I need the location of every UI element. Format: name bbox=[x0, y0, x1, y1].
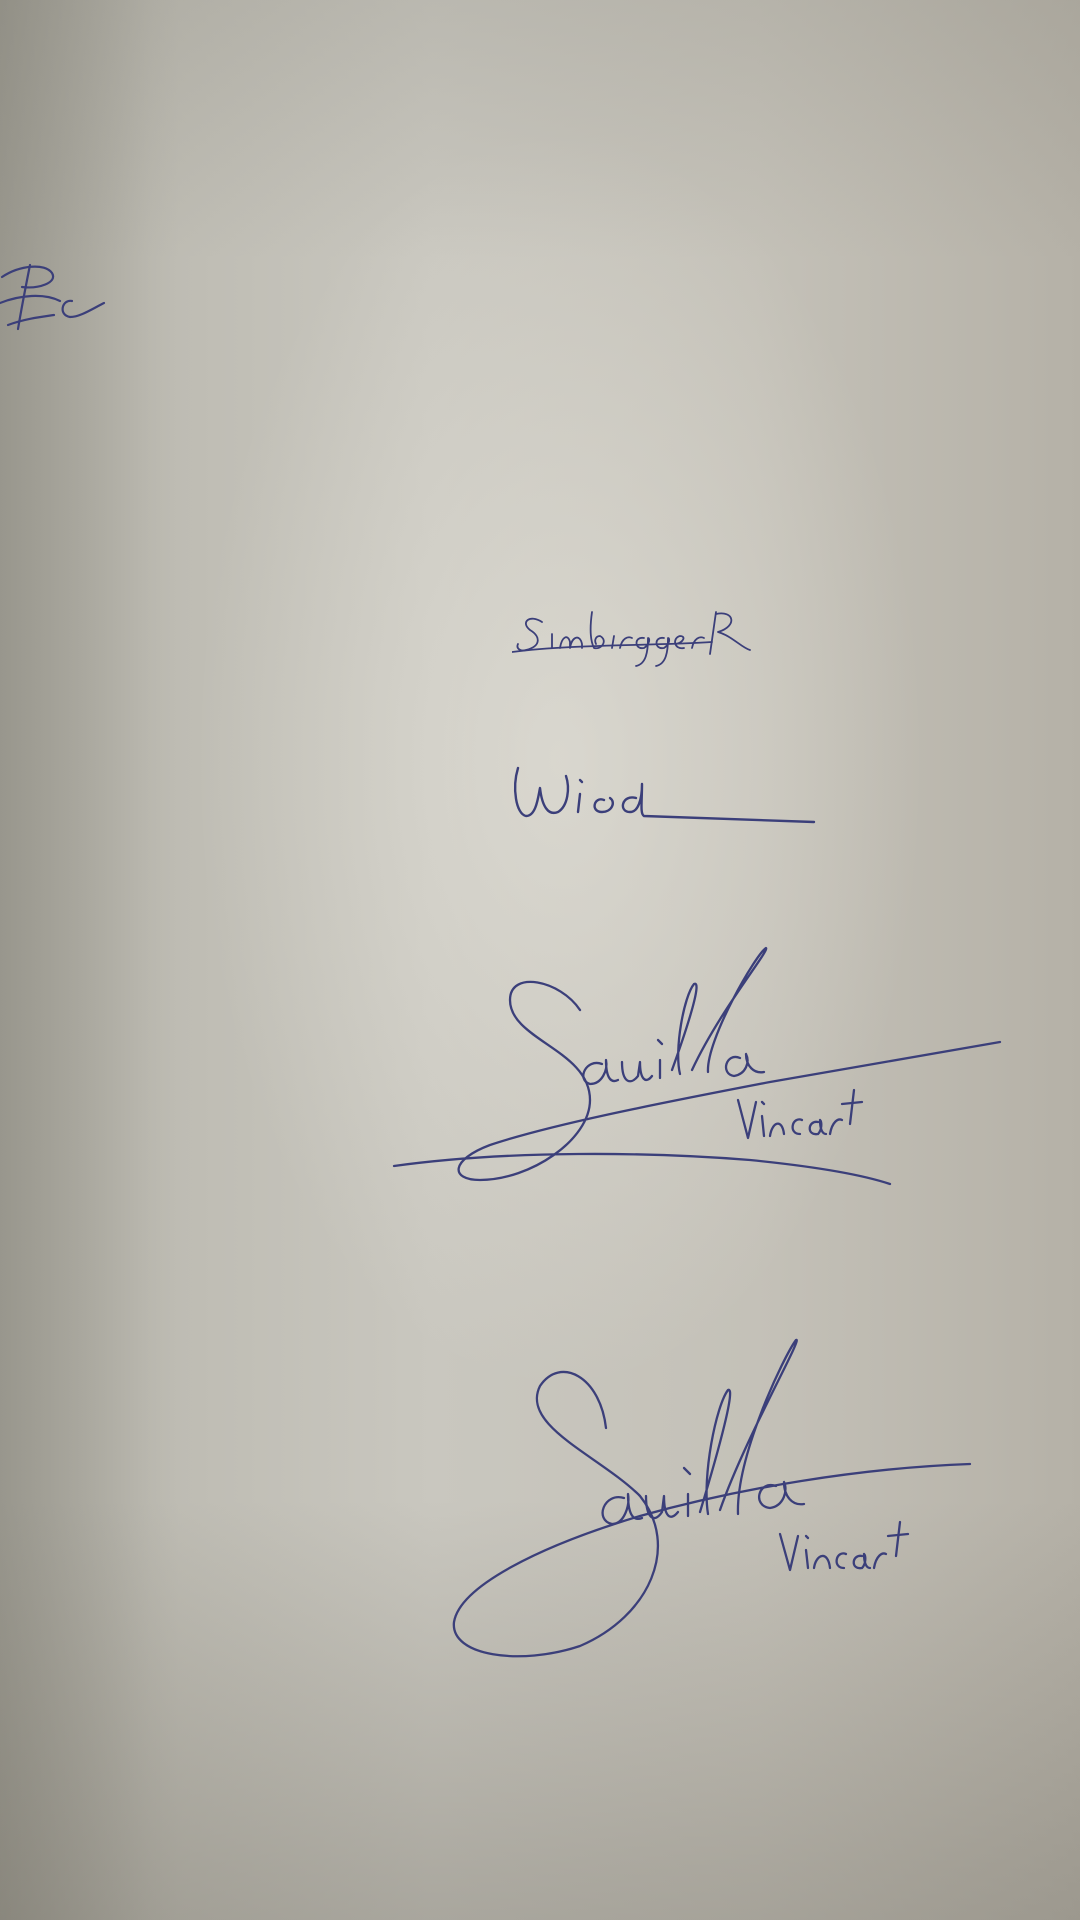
signature-saville-1 bbox=[390, 940, 1010, 1190]
signature-initials bbox=[0, 255, 120, 345]
signature-simbirger bbox=[512, 592, 832, 682]
signature-wied bbox=[508, 758, 828, 838]
signature-saville-2 bbox=[440, 1336, 1020, 1666]
